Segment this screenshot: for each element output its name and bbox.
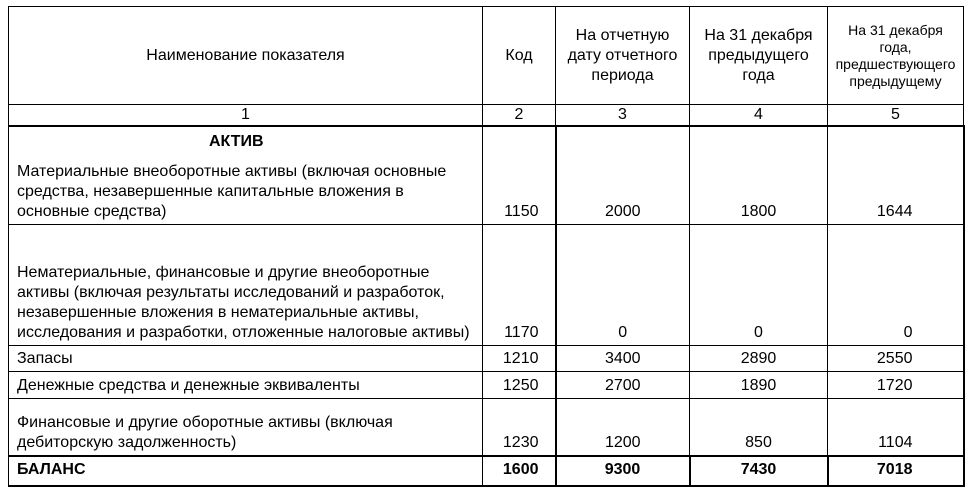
- row-code: 1250: [483, 371, 556, 398]
- column-number: 3: [556, 105, 690, 127]
- balance-row: [9, 456, 964, 486]
- column-number: 1: [9, 105, 483, 127]
- table-row: [9, 224, 964, 345]
- row-name: Финансовые и другие оборотные активы (включая дебиторскую задолженность): [9, 398, 483, 456]
- row-value: 2890: [690, 345, 828, 371]
- column-number: 5: [828, 105, 964, 127]
- row-code: 1210: [483, 345, 556, 371]
- header-col3: На отчетную дату отчетного периода: [556, 7, 690, 105]
- row-value: 3400: [556, 345, 690, 371]
- header-row: [9, 7, 964, 105]
- row-value: 1104: [828, 398, 964, 456]
- table-row: [9, 398, 964, 456]
- row-name: Запасы: [9, 345, 483, 371]
- balance-value: 9300: [556, 456, 690, 486]
- header-col4: На 31 декабря предыдущего года: [690, 7, 828, 105]
- header-col5: На 31 декабря года, предшествующего предыдущему: [828, 7, 964, 105]
- balance-code: 1600: [483, 456, 556, 486]
- row-name: Денежные средства и денежные эквиваленты: [9, 371, 483, 398]
- row-value: 1800: [690, 126, 828, 224]
- balance-value: 7430: [690, 456, 828, 486]
- row-value: 1890: [690, 371, 828, 398]
- row-code: 1150: [483, 126, 556, 224]
- row-value: 1644: [828, 126, 964, 224]
- row-code: 1170: [483, 224, 556, 345]
- balance-value: 7018: [828, 456, 964, 486]
- table-row: [9, 345, 964, 371]
- table-row: [9, 126, 964, 224]
- column-numbers-row: [9, 105, 964, 127]
- column-number: 2: [483, 105, 556, 127]
- column-number: 4: [690, 105, 828, 127]
- table-row: [9, 371, 964, 398]
- row-value: 850: [690, 398, 828, 456]
- section-title: АКТИВ: [209, 132, 264, 150]
- row-value: 2700: [556, 371, 690, 398]
- row-name: Материальные внеоборотные активы (включая основные средства, незавершенные капитальные вложения в основные средства): [17, 162, 447, 220]
- row-value: 2550: [828, 345, 964, 371]
- header-code: Код: [483, 7, 556, 105]
- row-value: 0: [690, 224, 828, 345]
- row-value: 0: [828, 224, 964, 345]
- row-value: 1200: [556, 398, 690, 456]
- row-code: 1230: [483, 398, 556, 456]
- row-value: 2000: [556, 126, 690, 224]
- balance-sheet-table: [8, 6, 965, 487]
- row-value: 0: [556, 224, 690, 345]
- row-name: Нематериальные, финансовые и другие внеоборотные активы (включая результаты исследований и разработок, незавершенные вложения в нематериальные активы, исследования и разработки, отложенные налоговые активы): [9, 224, 483, 345]
- balance-name: БАЛАНС: [9, 456, 483, 486]
- header-name: Наименование показателя: [9, 7, 483, 105]
- row-value: 1720: [828, 371, 964, 398]
